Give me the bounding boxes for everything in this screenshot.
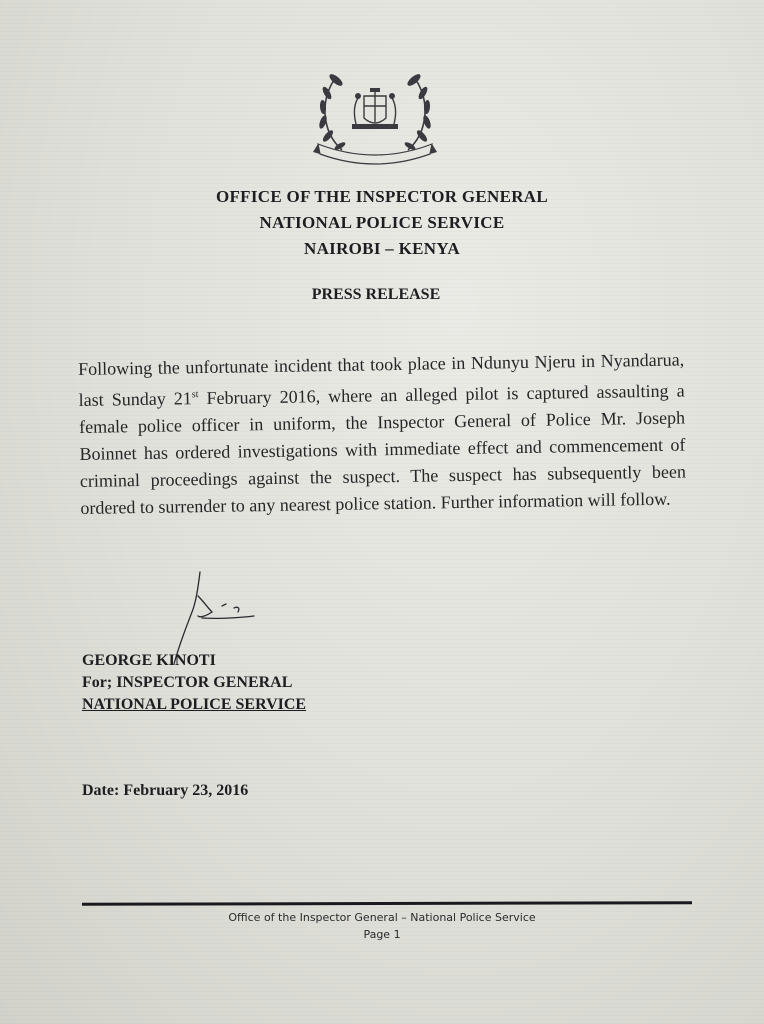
footer-page-number: Page 1 xyxy=(363,928,401,941)
header-location: NAIROBI – KENYA xyxy=(304,239,460,258)
police-emblem-icon xyxy=(312,62,438,170)
body-ordinal: st xyxy=(191,389,199,401)
signatory-block xyxy=(82,650,306,716)
release-date: Date: February 23, 2016 xyxy=(82,782,249,799)
press-release-body xyxy=(78,346,687,521)
body-part-1: Following the unfortunate incident that took place in Ndunyu Njeru in Nyandarua, last Sunday 21 xyxy=(78,349,685,410)
signatory-role: For; INSPECTOR GENERAL xyxy=(82,674,293,691)
page-title: PRESS RELEASE xyxy=(311,286,441,303)
body-part-2: February 2016, where an alleged pilot is captured assaulting a female police officer in uniform, the Inspector General of Police Mr. Joseph Boinnet has ordered investigations with immediate effect and commencement of criminal proceedings against the suspect. The suspect has subsequently been ordered to surrender to any nearest police station. Further information will follow. xyxy=(78,380,687,518)
header-office: OFFICE OF THE INSPECTOR GENERAL xyxy=(215,187,549,206)
signatory-name: GEORGE KINOTI xyxy=(82,652,216,669)
footer-divider xyxy=(82,901,692,906)
letterhead xyxy=(0,186,764,260)
header-service: NATIONAL POLICE SERVICE xyxy=(259,213,505,232)
signatory-org: NATIONAL POLICE SERVICE xyxy=(82,696,307,713)
footer-office: Office of the Inspector General – National Police Service xyxy=(228,911,536,924)
